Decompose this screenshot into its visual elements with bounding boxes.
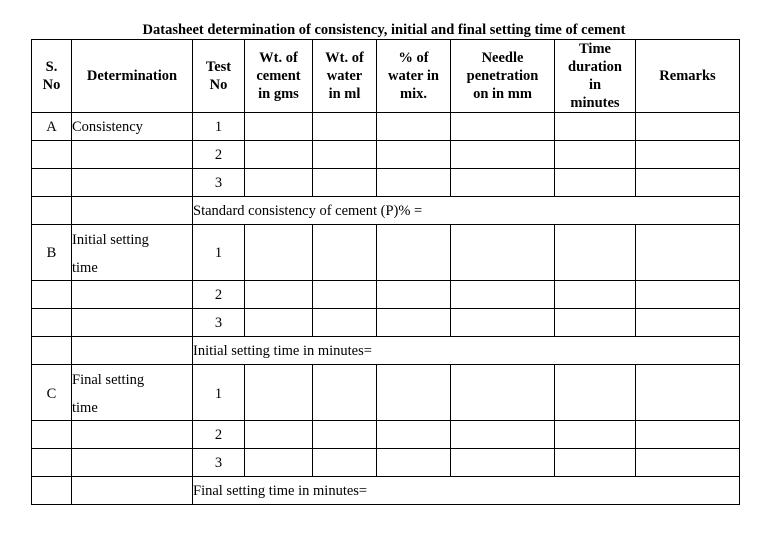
datasheet-table: [31, 39, 740, 505]
entry-cell[interactable]: [313, 141, 377, 169]
empty-cell: [32, 169, 72, 197]
entry-cell[interactable]: [555, 309, 636, 337]
entry-cell[interactable]: [245, 449, 313, 477]
entry-cell[interactable]: [555, 365, 636, 421]
header-wt-cement: Wt. of cement in gms: [245, 40, 313, 113]
table-row: [32, 169, 740, 197]
empty-cell: [32, 337, 72, 365]
summary-cell[interactable]: Standard consistency of cement (P)% =: [193, 197, 740, 225]
empty-cell: [32, 421, 72, 449]
entry-cell[interactable]: [451, 309, 555, 337]
table-row: [32, 309, 740, 337]
entry-cell[interactable]: [636, 365, 740, 421]
test-no-cell: 3: [193, 169, 245, 197]
entry-cell[interactable]: [636, 281, 740, 309]
test-no-cell: 2: [193, 141, 245, 169]
entry-cell[interactable]: [377, 309, 451, 337]
entry-cell[interactable]: [636, 113, 740, 141]
entry-cell[interactable]: [313, 449, 377, 477]
entry-cell[interactable]: [451, 281, 555, 309]
page-title: Datasheet determination of consistency, initial and final setting time of cement: [142, 22, 626, 38]
entry-cell[interactable]: [377, 281, 451, 309]
empty-cell: [32, 281, 72, 309]
entry-cell[interactable]: [555, 141, 636, 169]
entry-cell[interactable]: [313, 225, 377, 281]
entry-cell[interactable]: [377, 113, 451, 141]
test-no-cell: 1: [193, 365, 245, 421]
empty-cell: [72, 169, 193, 197]
entry-cell[interactable]: [313, 113, 377, 141]
sno-cell: B: [32, 225, 72, 281]
entry-cell[interactable]: [555, 225, 636, 281]
header-test-no: Test No: [193, 40, 245, 113]
entry-cell[interactable]: [636, 309, 740, 337]
header-determination: Determination: [72, 40, 193, 113]
entry-cell[interactable]: [245, 141, 313, 169]
summary-row: [32, 477, 740, 505]
entry-cell[interactable]: [313, 169, 377, 197]
determination-cell: Final setting time: [72, 365, 193, 421]
entry-cell[interactable]: [245, 113, 313, 141]
entry-cell[interactable]: [377, 169, 451, 197]
entry-cell[interactable]: [555, 113, 636, 141]
entry-cell[interactable]: [245, 421, 313, 449]
empty-cell: [72, 421, 193, 449]
table-row: [32, 225, 740, 281]
test-no-cell: 1: [193, 225, 245, 281]
entry-cell[interactable]: [377, 141, 451, 169]
test-no-cell: 3: [193, 309, 245, 337]
empty-cell: [72, 337, 193, 365]
table-row: [32, 281, 740, 309]
entry-cell[interactable]: [636, 225, 740, 281]
empty-cell: [72, 197, 193, 225]
entry-cell[interactable]: [245, 281, 313, 309]
entry-cell[interactable]: [377, 421, 451, 449]
header-sno: S. No: [32, 40, 72, 113]
table-row: [32, 421, 740, 449]
entry-cell[interactable]: [451, 365, 555, 421]
entry-cell[interactable]: [451, 449, 555, 477]
table-row: [32, 113, 740, 141]
entry-cell[interactable]: [636, 169, 740, 197]
header-row: [32, 40, 740, 113]
sno-cell: A: [32, 113, 72, 141]
table-row: [32, 141, 740, 169]
entry-cell[interactable]: [377, 365, 451, 421]
entry-cell[interactable]: [451, 225, 555, 281]
entry-cell[interactable]: [451, 169, 555, 197]
summary-cell[interactable]: Final setting time in minutes=: [193, 477, 740, 505]
entry-cell[interactable]: [313, 421, 377, 449]
entry-cell[interactable]: [451, 113, 555, 141]
entry-cell[interactable]: [377, 225, 451, 281]
sno-cell: C: [32, 365, 72, 421]
entry-cell[interactable]: [555, 281, 636, 309]
summary-row: [32, 337, 740, 365]
header-wt-water: Wt. of water in ml: [313, 40, 377, 113]
test-no-cell: 2: [193, 281, 245, 309]
entry-cell[interactable]: [245, 309, 313, 337]
entry-cell[interactable]: [313, 309, 377, 337]
test-no-cell: 1: [193, 113, 245, 141]
entry-cell[interactable]: [451, 421, 555, 449]
entry-cell[interactable]: [245, 169, 313, 197]
empty-cell: [72, 477, 193, 505]
entry-cell[interactable]: [636, 449, 740, 477]
empty-cell: [32, 197, 72, 225]
empty-cell: [32, 309, 72, 337]
entry-cell[interactable]: [451, 141, 555, 169]
table-row: [32, 449, 740, 477]
summary-row: [32, 197, 740, 225]
empty-cell: [32, 141, 72, 169]
entry-cell[interactable]: [555, 449, 636, 477]
header-remarks: Remarks: [636, 40, 740, 113]
empty-cell: [32, 449, 72, 477]
header-pct-water: % of water in mix.: [377, 40, 451, 113]
entry-cell[interactable]: [245, 225, 313, 281]
empty-cell: [32, 477, 72, 505]
empty-cell: [72, 449, 193, 477]
entry-cell[interactable]: [555, 169, 636, 197]
test-no-cell: 3: [193, 449, 245, 477]
header-needle: Needle penetration on in mm: [451, 40, 555, 113]
header-time: Time duration in minutes: [555, 40, 636, 113]
determination-cell: Consistency: [72, 113, 193, 141]
empty-cell: [72, 141, 193, 169]
entry-cell[interactable]: [555, 421, 636, 449]
entry-cell[interactable]: [245, 365, 313, 421]
test-no-cell: 2: [193, 421, 245, 449]
entry-cell[interactable]: [313, 281, 377, 309]
summary-cell[interactable]: Initial setting time in minutes=: [193, 337, 740, 365]
empty-cell: [72, 281, 193, 309]
entry-cell[interactable]: [636, 421, 740, 449]
entry-cell[interactable]: [636, 141, 740, 169]
entry-cell[interactable]: [377, 449, 451, 477]
entry-cell[interactable]: [313, 365, 377, 421]
determination-cell: Initial setting time: [72, 225, 193, 281]
empty-cell: [72, 309, 193, 337]
table-row: [32, 365, 740, 421]
